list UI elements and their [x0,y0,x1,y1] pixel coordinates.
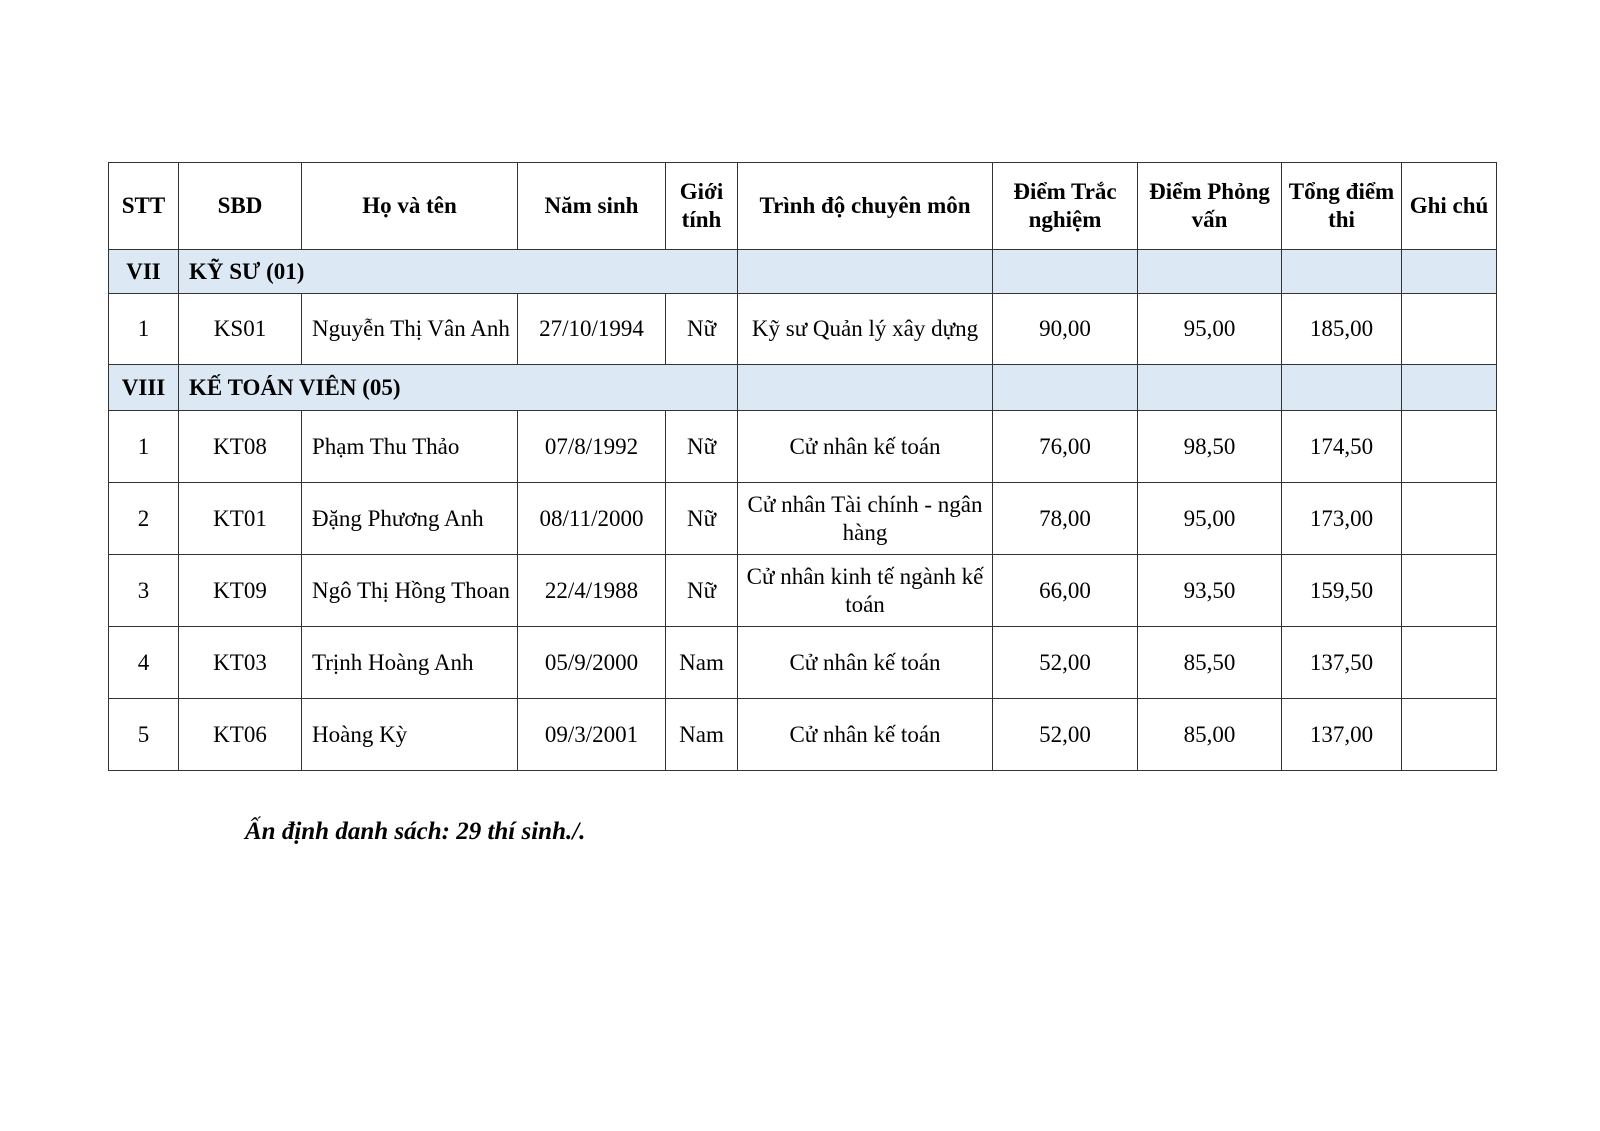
cell-total-score: 137,50 [1282,627,1402,699]
cell-note [1402,411,1497,483]
cell-test-score: 90,00 [993,294,1138,365]
cell-gender: Nữ [666,411,738,483]
cell-qualification: Cử nhân kế toán [738,627,993,699]
cell-total-score: 185,00 [1282,294,1402,365]
cell-test-score: 66,00 [993,555,1138,627]
cell-name: Nguyễn Thị Vân Anh [302,294,518,365]
table-row [109,411,1497,483]
cell-birth: 22/4/1988 [518,555,666,627]
header-interview-score: Điểm Phỏng vấn [1138,163,1282,250]
cell-test-score: 52,00 [993,699,1138,771]
section-title: KỸ SƯ (01) [179,250,738,294]
header-total-score: Tổng điểm thi [1282,163,1402,250]
cell-interview-score: 85,00 [1138,699,1282,771]
cell-interview-score: 95,00 [1138,294,1282,365]
cell-stt: 4 [109,627,179,699]
table-row [109,627,1497,699]
cell-birth: 08/11/2000 [518,483,666,555]
cell-sbd: KT06 [179,699,302,771]
candidate-results-table [108,162,1497,771]
section-row [109,365,1497,411]
cell-test-score: 76,00 [993,411,1138,483]
cell-qualification: Cử nhân kế toán [738,411,993,483]
cell-gender: Nam [666,627,738,699]
header-name: Họ và tên [302,163,518,250]
section-numeral: VII [109,250,179,294]
cell-sbd: KS01 [179,294,302,365]
cell-total-score: 159,50 [1282,555,1402,627]
cell-total-score: 174,50 [1282,411,1402,483]
cell-stt: 3 [109,555,179,627]
cell-note [1402,627,1497,699]
cell-name: Phạm Thu Thảo [302,411,518,483]
cell-interview-score: 95,00 [1138,483,1282,555]
header-note: Ghi chú [1402,163,1497,250]
table-row [109,699,1497,771]
cell-test-score: 78,00 [993,483,1138,555]
cell-gender: Nữ [666,555,738,627]
header-gender: Giới tính [666,163,738,250]
list-total-footnote: Ấn định danh sách: 29 thí sinh./. [245,818,586,845]
cell-interview-score: 98,50 [1138,411,1282,483]
section-numeral: VIII [109,365,179,411]
cell-stt: 5 [109,699,179,771]
cell-stt: 1 [109,411,179,483]
cell-name: Đặng Phương Anh [302,483,518,555]
cell-test-score: 52,00 [993,627,1138,699]
cell-birth: 05/9/2000 [518,627,666,699]
cell-gender: Nam [666,699,738,771]
cell-gender: Nữ [666,294,738,365]
cell-stt: 2 [109,483,179,555]
section-row [109,250,1497,294]
cell-sbd: KT03 [179,627,302,699]
cell-sbd: KT08 [179,411,302,483]
cell-qualification: Cử nhân Tài chính - ngân hàng [738,483,993,555]
header-sbd: SBD [179,163,302,250]
table-header-row [109,163,1497,250]
cell-interview-score: 93,50 [1138,555,1282,627]
cell-total-score: 137,00 [1282,699,1402,771]
cell-note [1402,555,1497,627]
cell-stt: 1 [109,294,179,365]
header-qualification: Trình độ chuyên môn [738,163,993,250]
table-row [109,294,1497,365]
cell-birth: 09/3/2001 [518,699,666,771]
header-stt: STT [109,163,179,250]
cell-sbd: KT01 [179,483,302,555]
cell-sbd: KT09 [179,555,302,627]
cell-gender: Nữ [666,483,738,555]
section-title: KẾ TOÁN VIÊN (05) [179,365,738,411]
cell-note [1402,483,1497,555]
table-row [109,555,1497,627]
cell-qualification: Cử nhân kế toán [738,699,993,771]
cell-note [1402,699,1497,771]
cell-qualification: Kỹ sư Quản lý xây dựng [738,294,993,365]
cell-qualification: Cử nhân kinh tế ngành kế toán [738,555,993,627]
table-row [109,483,1497,555]
cell-name: Hoàng Kỳ [302,699,518,771]
cell-total-score: 173,00 [1282,483,1402,555]
cell-note [1402,294,1497,365]
header-test-score: Điểm Trắc nghiệm [993,163,1138,250]
cell-name: Trịnh Hoàng Anh [302,627,518,699]
header-birth: Năm sinh [518,163,666,250]
cell-birth: 07/8/1992 [518,411,666,483]
cell-interview-score: 85,50 [1138,627,1282,699]
cell-name: Ngô Thị Hồng Thoan [302,555,518,627]
cell-birth: 27/10/1994 [518,294,666,365]
